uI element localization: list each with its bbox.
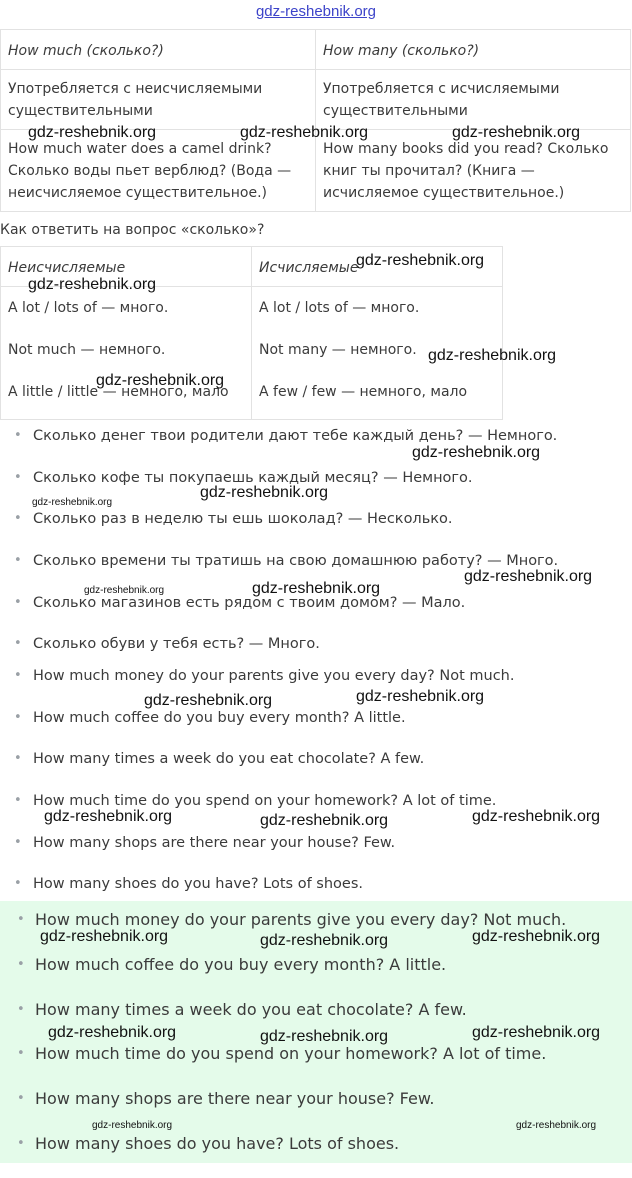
table1-cell: How much water does a camel drink? Сколько воды пьет верблюд? (Вода — неисчисляемое существительное.) (1, 130, 316, 212)
watermark: gdz-reshebnik.org (472, 808, 601, 825)
watermark: gdz-reshebnik.org (260, 932, 389, 949)
watermark: gdz-reshebnik.org (428, 347, 557, 364)
table1-header-many: How many (сколько?) (316, 30, 631, 70)
watermark: gdz-reshebnik.org (452, 124, 581, 141)
table2-line: A lot / lots of — много. (259, 300, 420, 316)
watermark: gdz-reshebnik.org (516, 1120, 597, 1131)
watermark: gdz-reshebnik.org (260, 1028, 389, 1045)
table1-cell: Употребляется с неисчисляемыми существительными (1, 70, 316, 130)
watermark: gdz-reshebnik.org (252, 580, 381, 597)
answer-item: • How much money do your parents give you every day? Not much. (0, 909, 566, 954)
list-item: • How much money do your parents give you every day? Not much. (0, 665, 514, 707)
watermark: gdz-reshebnik.org (40, 928, 169, 945)
table2-cell (1, 287, 252, 420)
table1-cell: Употребляется с исчисляемыми существительными (316, 70, 631, 130)
answer-item: • How much coffee do you buy every month? A little. (0, 954, 566, 999)
list-item: • How many shops are there near your house? Few. (0, 832, 514, 874)
table2-line: Not much — немного. (8, 342, 166, 358)
watermark: gdz-reshebnik.org (28, 124, 157, 141)
watermark: gdz-reshebnik.org (240, 124, 369, 141)
table1-cell: How many books did you read? Сколько книг ты прочитал? (Книга — исчисляемое существительное.) (316, 130, 631, 212)
table2-header-uncountable: Неисчисляемые (1, 247, 252, 287)
watermark: gdz-reshebnik.org (412, 444, 541, 461)
watermark: gdz-reshebnik.org (472, 928, 601, 945)
watermark: gdz-reshebnik.org (96, 372, 225, 389)
list-item: • Сколько раз в неделю ты ешь шоколад? — Несколько. (0, 508, 558, 550)
answer-item: • How many shoes do you have? Lots of shoes. (0, 1133, 566, 1178)
list-item: • Сколько времени ты тратишь на свою домашнюю работу? — Много. (0, 550, 558, 592)
list-item: • Сколько денег твои родители дают тебе каждый день? — Немного. (0, 425, 558, 467)
list-item: • How much coffee do you buy every month? A little. (0, 707, 514, 749)
watermark: gdz-reshebnik.org (44, 808, 173, 825)
watermark: gdz-reshebnik.org (200, 484, 329, 501)
watermark: gdz-reshebnik.org (356, 252, 485, 269)
answer-item: • How much time do you spend on your homework? A lot of time. (0, 1043, 566, 1088)
watermark: gdz-reshebnik.org (260, 812, 389, 829)
table1-header-much: How much (сколько?) (1, 30, 316, 70)
list-item: • How many times a week do you eat chocolate? A few. (0, 748, 514, 790)
table2-line: Not many — немного. (259, 342, 417, 358)
table2-line: A little / little — немного, мало (8, 384, 229, 400)
table2-line: A few / few — немного, мало (259, 384, 468, 400)
russian-questions-list (0, 425, 558, 675)
how-much-many-table (0, 29, 631, 212)
watermark: gdz-reshebnik.org (48, 1024, 177, 1041)
watermark: gdz-reshebnik.org (28, 276, 157, 293)
watermark: gdz-reshebnik.org (84, 585, 165, 596)
table2-line: A lot / lots of — много. (8, 300, 169, 316)
list-item: • How much time do you spend on your homework? A lot of time. (0, 790, 514, 832)
answer-item: • How many times a week do you eat chocolate? A few. (0, 999, 566, 1044)
list-item: • Сколько магазинов есть рядом с твоим домом? — Мало. (0, 592, 558, 634)
watermark: gdz-reshebnik.org (92, 1120, 173, 1131)
list-item: • Сколько обуви у тебя есть? — Много. (0, 633, 558, 675)
watermark: gdz-reshebnik.org (144, 692, 273, 709)
table2-header-countable: Исчисляемые (252, 247, 503, 287)
section-heading: Как ответить на вопрос «сколько»? (0, 222, 265, 238)
watermark: gdz-reshebnik.org (356, 688, 485, 705)
list-item: • How many shoes do you have? Lots of shoes. (0, 873, 514, 915)
watermark: gdz-reshebnik.org (464, 568, 593, 585)
answer-item: • How many shops are there near your house? Few. (0, 1088, 566, 1133)
list-item: • Сколько кофе ты покупаешь каждый месяц? — Немного. (0, 467, 558, 509)
answers-table (0, 246, 503, 420)
watermark: gdz-reshebnik.org (472, 1024, 601, 1041)
watermark: gdz-reshebnik.org (32, 497, 113, 508)
site-header-link[interactable]: gdz-reshebnik.org (255, 3, 377, 20)
